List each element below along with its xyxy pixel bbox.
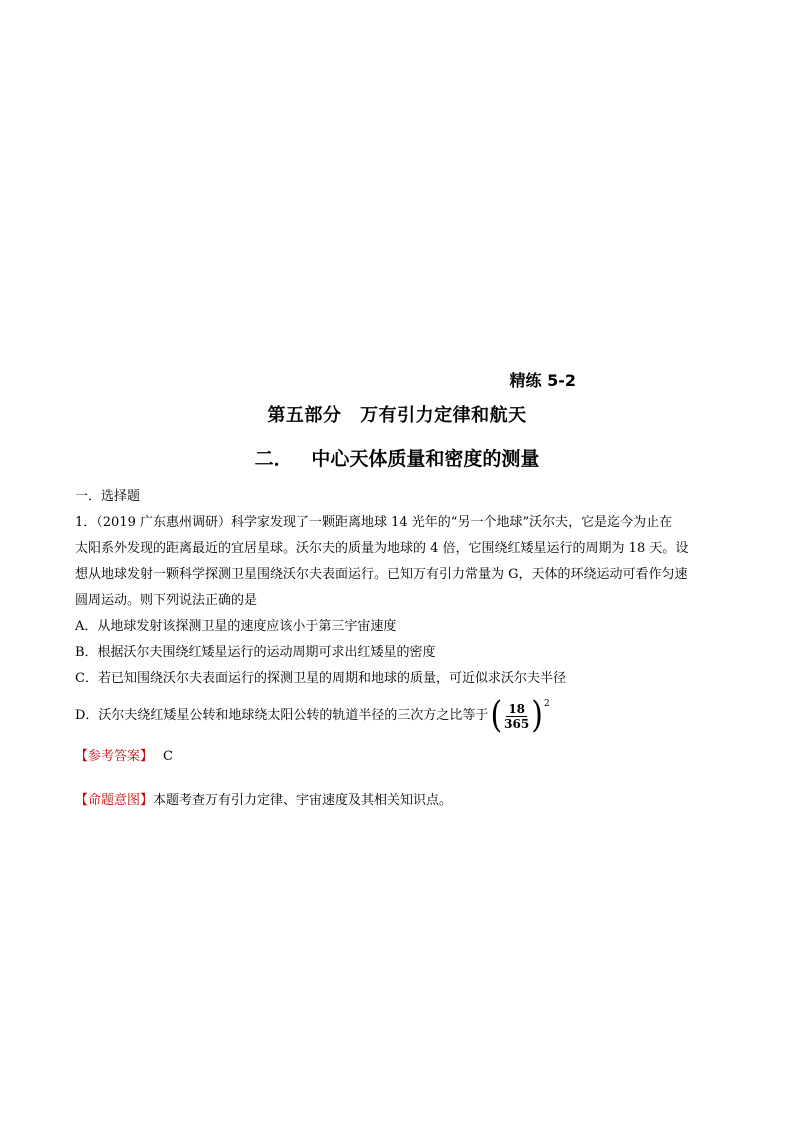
- part-name: 万有引力定律和航天: [360, 405, 527, 426]
- answer-label: 【参考答案】: [75, 749, 154, 764]
- question-type: 一．选择题: [75, 489, 141, 504]
- option-c: C．若已知围绕沃尔夫表面运行的探测卫星的周期和地球的质量，可近似求沃尔夫半径: [75, 671, 566, 686]
- fraction-numerator: 18: [508, 701, 526, 716]
- part-label: 第五部分: [267, 405, 342, 426]
- question-line-2: 太阳系外发现的距离最近的宜居星球。沃尔夫的质量为地球的 4 倍，它围绕红矮星运行的周期为 18 天。设: [75, 541, 689, 556]
- question-body: [75, 484, 725, 814]
- left-paren-icon: (: [490, 694, 503, 737]
- option-d-text: D．沃尔夫绕红矮星公转和地球绕太阳公转的轨道半径的三次方之比等于: [75, 708, 489, 723]
- part-title: [0, 401, 794, 427]
- section-number: 二．: [254, 448, 293, 470]
- question-line-4: 圆周运动。则下列说法正确的是: [75, 593, 258, 608]
- answer-value: C: [163, 749, 173, 764]
- section-title: [0, 444, 794, 471]
- question-line-3: 想从地球发射一颗科学探测卫星围绕沃尔夫表面运行。已知万有引力常量为 G，天体的环绕运动可看作匀速: [75, 567, 688, 582]
- section-name: 中心天体质量和密度的测量: [311, 448, 540, 470]
- option-b: B．根据沃尔夫围绕红矮星运行的运动周期可求出红矮星的密度: [75, 645, 436, 660]
- fraction-exponent: 2: [543, 699, 550, 709]
- intent-label: 【命题意图】: [75, 793, 154, 808]
- fraction-denominator: 365: [504, 716, 530, 731]
- intent-text: 本题考查万有引力定律、宇宙速度及其相关知识点。: [153, 793, 453, 808]
- fraction: [502, 702, 531, 731]
- question-line-1: 1．（2019 广东惠州调研）科学家发现了一颗距离地球 14 光年的“另一个地球”沃尔夫，它是迄今为止在: [75, 515, 673, 530]
- option-a: A．从地球发射该探测卫星的速度应该小于第三宇宙速度: [75, 619, 397, 634]
- right-paren-icon: ): [531, 694, 543, 737]
- exercise-code: 精练 5-2: [509, 371, 576, 390]
- option-d: [75, 694, 725, 737]
- answer-line: [75, 744, 725, 770]
- formula-box: [490, 694, 550, 737]
- intent-line: [75, 788, 725, 814]
